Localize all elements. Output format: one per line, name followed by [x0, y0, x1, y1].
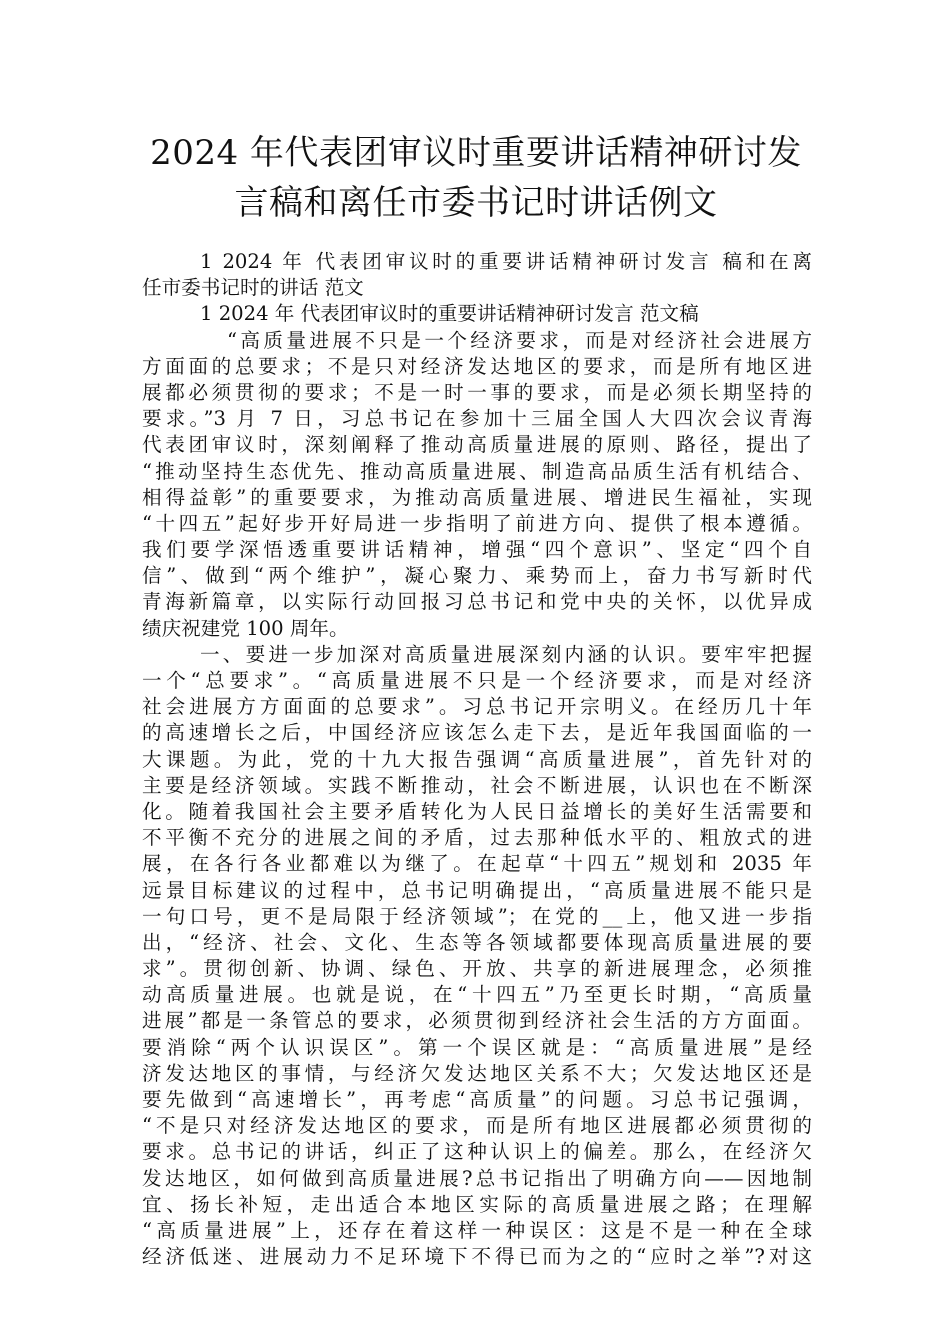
text-line: 出，“经济、社会、文化、生态等各领域都要体现高质量进展的要 [142, 930, 812, 954]
text-line: 一句口号，更不是局限于经济领域”；在党的__上，他又进一步指 [142, 904, 812, 928]
text-line: 要消除“两个认识误区”。第一个误区就是：“高质量进展”是经 [142, 1035, 812, 1059]
text-line: 我们要学深悟透重要讲话精神，增强“四个意识”、坚定“四个自 [142, 538, 812, 562]
text-line: 主要是经济领域。实践不断推动，社会不断进展，认识也在不断深 [142, 773, 812, 797]
text-line: “十四五”起好步开好局进一步指明了前进方向、提供了根本遵循。 [142, 511, 812, 535]
text-line: 青海新篇章，以实际行动回报习总书记和党中央的关怀，以优异成 [142, 590, 812, 614]
text-line: 进展”都是一条管总的要求，必须贯彻到经济社会生活的方方面面。 [142, 1009, 812, 1033]
text-line: 要先做到“高速增长”，再考虑“高质量”的问题。习总书记强调， [142, 1088, 812, 1111]
text-line: 大课题。为此，党的十九大报告强调“高质量进展”，首先针对的 [142, 747, 812, 771]
text-line: 化。随着我国社会主要矛盾转化为人民日益增长的美好生活需要和 [142, 799, 812, 823]
text-line: “高质量进展不只是一个经济要求，而是对经济社会进展方 [227, 328, 812, 352]
text-line: 代表团审议时，深刻阐释了推动高质量进展的原则、路径，提出了 [142, 433, 812, 457]
text-line: 展，在各行各业都难以为继了。在起草“十四五”规划和 2035 年 [142, 852, 812, 876]
text-line: 宜、扬长补短，走出适合本地区实际的高质量进展之路；在理解 [142, 1192, 812, 1216]
document-title [120, 128, 832, 228]
text-line: 不平衡不充分的进展之间的矛盾，过去那种低水平的、粗放式的进 [142, 826, 812, 850]
text-line: 社会进展方方面面的总要求”。习总书记开宗明义。在经历几十年 [142, 695, 812, 719]
text-line: 要求。”3 月 7 日，习总书记在参加十三届全国人大四次会议青海 [142, 407, 812, 431]
text-line: “不是只对经济发达地区的要求，而是所有地区进展都必须贯彻的 [142, 1114, 812, 1138]
text-line: “推动坚持生态优先、推动高质量进展、制造高品质生活有机结合、 [142, 459, 812, 483]
text-line: 一、要进一步加深对高质量进展深刻内涵的认识。要牢牢把握 [200, 642, 812, 666]
text-line: 1 2024 年 代表团审议时的重要讲话精神研讨发言 范文稿 [200, 302, 699, 326]
text-line: 信”、做到“两个维护”，凝心聚力、乘势而上，奋力书写新时代 [142, 564, 812, 588]
text-line: “高质量进展”上，还存在着这样一种误区：这是不是一种在全球 [142, 1218, 812, 1242]
text-line: 发达地区，如何做到高质量进展?总书记指出了明确方向——因地制 [142, 1166, 812, 1190]
text-line: 任市委书记时的讲话 范文 [142, 276, 364, 300]
document-body [142, 249, 812, 1270]
text-line: 经济低迷、进展动力不足环境下不得已而为之的“应时之举”?对这 [142, 1245, 812, 1269]
text-line: 求”。贯彻创新、协调、绿色、开放、共享的新进展理念，必须推 [142, 957, 812, 981]
text-line: 远景目标建议的过程中，总书记明确提出，“高质量进展不能只是 [142, 878, 812, 902]
text-line: 1 2024 年 代表团审议时的重要讲话精神研讨发言 稿和在离 [200, 250, 812, 273]
text-line: 的高速增长之后，中国经济应该怎么走下去，是近年我国面临的一 [142, 721, 812, 745]
text-line: 展都必须贯彻的要求；不是一时一事的要求，而是必须长期坚持的 [142, 380, 812, 404]
text-line: 济发达地区的事情，与经济欠发达地区关系不大；欠发达地区还是 [142, 1061, 812, 1085]
text-line: 一个“总要求”。“高质量进展不只是一个经济要求，而是对经济 [142, 669, 812, 692]
text-line: 要求。总书记的讲话，纠正了这种认识上的偏差。那么，在经济欠 [142, 1140, 812, 1164]
text-line: 绩庆祝建党 100 周年。 [142, 616, 349, 640]
text-line: 方面面的总要求；不是只对经济发达地区的要求，而是所有地区进 [142, 354, 812, 378]
title-line: 言稿和离任市委书记时讲话例文 [234, 183, 718, 223]
text-line: 相得益彰”的重要要求，为推动高质量进展、增进民生福祉，实现 [142, 485, 812, 509]
text-line: 动高质量进展。也就是说，在“十四五”乃至更长时期，“高质量 [142, 983, 812, 1007]
title-line: 2024 年代表团审议时重要讲话精神研讨发 [150, 133, 802, 173]
